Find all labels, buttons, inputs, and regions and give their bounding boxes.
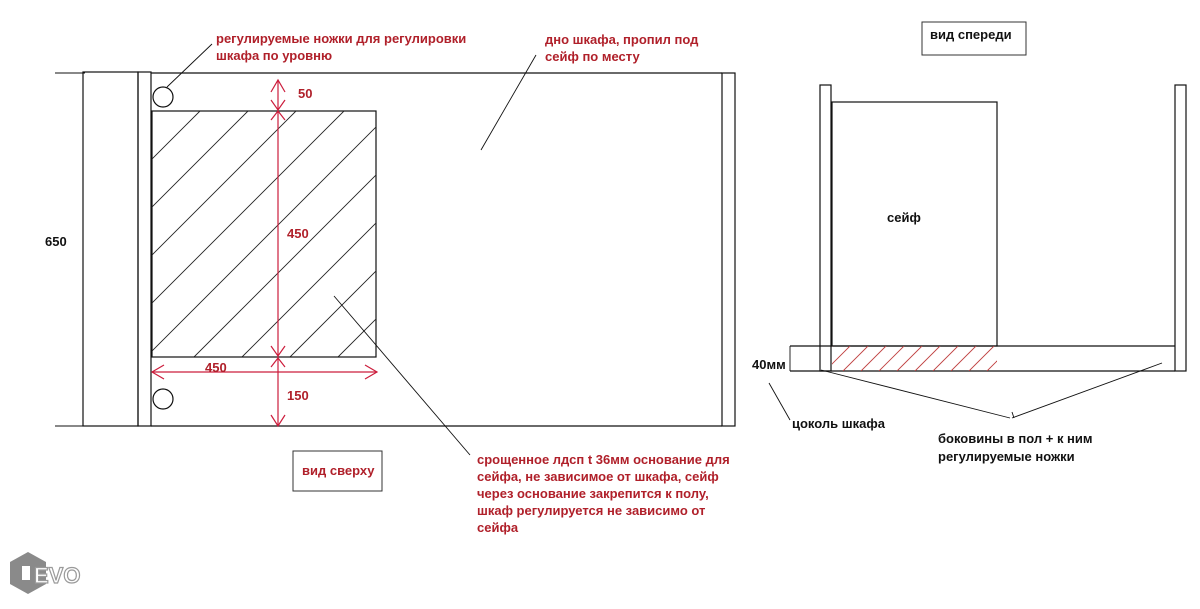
safe-hatch-line bbox=[482, 111, 728, 357]
plinth-label: цоколь шкафа bbox=[792, 416, 885, 431]
safe-base-hatched bbox=[0, 111, 824, 357]
base-note-line-1: срощенное лдсп t 36мм основание для bbox=[477, 452, 730, 467]
legs-note-line-1: регулируемые ножки для регулировки bbox=[216, 31, 467, 46]
dim-safe-depth: 450 bbox=[287, 226, 309, 241]
safe-hatch-line bbox=[242, 111, 488, 357]
sides-note-line-1: боковины в пол + к ним bbox=[938, 431, 1093, 446]
front-view bbox=[769, 85, 1186, 420]
bottom-note-line-2: сейф по месту bbox=[545, 49, 640, 64]
safe-hatch-line bbox=[50, 111, 296, 357]
logo-text: EVO bbox=[34, 563, 81, 588]
safe-label: сейф bbox=[887, 210, 921, 225]
safe-hatch-line bbox=[578, 111, 824, 357]
right-side-panel bbox=[722, 73, 735, 426]
legs-note-line-2: шкафа по уровню bbox=[216, 48, 333, 63]
safe-hatch-line bbox=[290, 111, 536, 357]
dim-safe-width: 450 bbox=[205, 360, 227, 375]
safe-hatch-line bbox=[386, 111, 632, 357]
base-note-line-2: сейфа, не зависимое от шкафа, сейф bbox=[477, 469, 719, 484]
safe-hatch-line bbox=[0, 111, 152, 357]
safe-hatch-line bbox=[2, 111, 248, 357]
sides-note-line-2: регулируемые ножки bbox=[938, 449, 1075, 464]
bottom-note-line-1: дно шкафа, пропил под bbox=[545, 32, 699, 47]
safe-hatch-line bbox=[530, 111, 776, 357]
safe-hatch-line bbox=[0, 111, 200, 357]
safe-hatch-line bbox=[194, 111, 440, 357]
dim-plinth-height: 40мм bbox=[752, 357, 786, 372]
leg-circle-top bbox=[153, 87, 173, 107]
base-hatch-line bbox=[1005, 346, 1030, 371]
front-base-hatched bbox=[807, 346, 1030, 371]
front-right-panel bbox=[1175, 85, 1186, 371]
safe-hatch-line bbox=[338, 111, 584, 357]
front-view-label: вид спереди bbox=[930, 27, 1012, 42]
base-note-line-5: сейфа bbox=[477, 520, 519, 535]
safe-hatch-line bbox=[434, 111, 680, 357]
evo-logo bbox=[10, 552, 80, 594]
leg-circle-bottom bbox=[153, 389, 173, 409]
top-view bbox=[0, 44, 824, 455]
base-note-line-3: через основание закрепится к полу, bbox=[477, 486, 709, 501]
left-strip bbox=[138, 72, 151, 426]
base-note-line-4: шкаф регулируется не зависимо от bbox=[477, 503, 706, 518]
top-view-label: вид сверху bbox=[302, 463, 375, 478]
left-side-panel bbox=[83, 72, 138, 426]
dim-bottom-gap: 150 bbox=[287, 388, 309, 403]
dim-top-gap: 50 bbox=[298, 86, 313, 101]
dim-total-depth: 650 bbox=[45, 234, 67, 249]
front-left-panel bbox=[820, 85, 831, 371]
